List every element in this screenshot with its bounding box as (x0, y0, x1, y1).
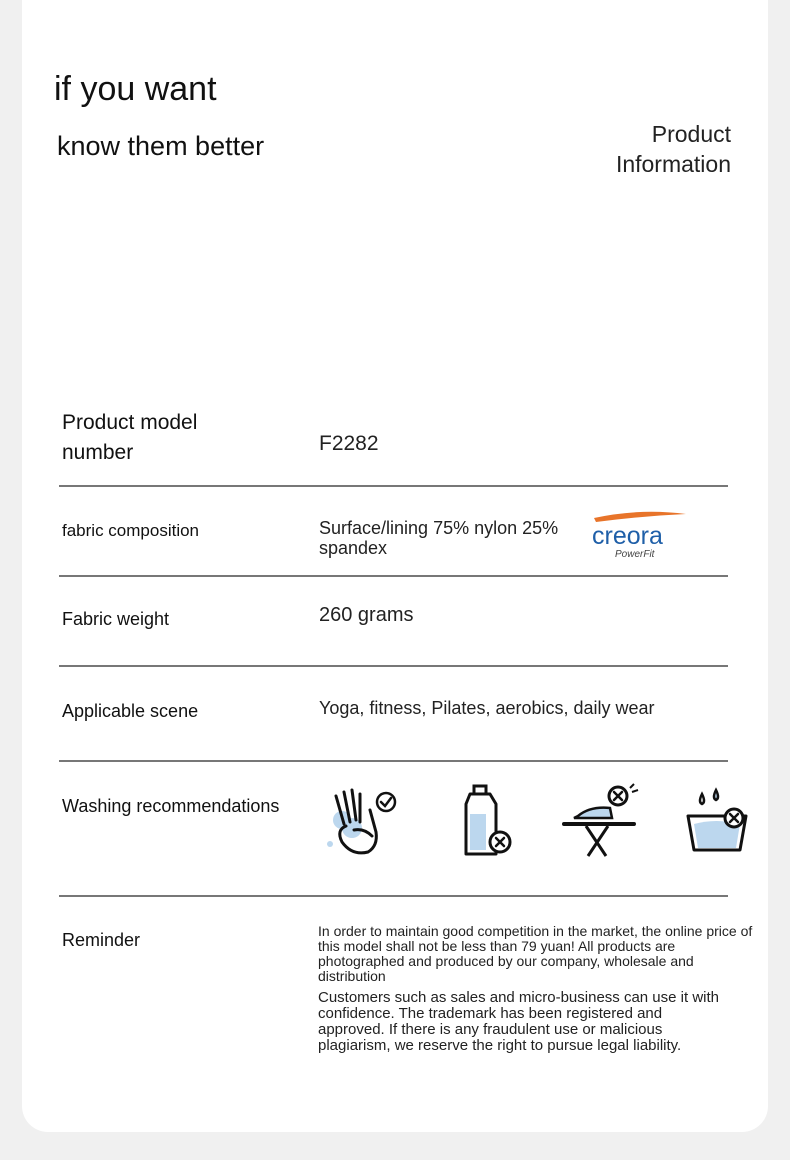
logo-brand: creora (592, 522, 663, 550)
fabric-value: Surface/lining 75% nylon 25% spandex (319, 518, 559, 558)
weight-value: 260 grams (319, 604, 414, 626)
reminder-paragraph-1: In order to maintain good competition in the market, the online price of this model shall not be less than 79 yuan! All products are photographed and produced by our company, wholesale and distribution (318, 923, 753, 984)
model-label: Product model number (62, 411, 198, 464)
section-title: Product Information (615, 121, 731, 177)
logo-sub: PowerFit (615, 549, 655, 560)
reminder-label: Reminder (62, 930, 141, 950)
divider (59, 760, 728, 762)
reminder-paragraph-2: Customers such as sales and micro-business can use it with confidence. The trademark has been registered and approved. If there is any fraudulent use or malicious plagiarism, we reserve the right to pursue legal liability. (318, 989, 720, 1054)
divider (59, 485, 728, 487)
logo-swoosh (594, 512, 686, 522)
no-soak-icon (676, 780, 758, 862)
divider (59, 895, 728, 897)
weight-label: Fabric weight (62, 609, 170, 629)
scene-value: Yoga, fitness, Pilates, aerobics, daily wear (319, 698, 655, 718)
subheadline: know them better (57, 131, 265, 161)
info-card (22, 0, 768, 1132)
model-value: F2282 (319, 432, 379, 455)
headline: if you want (54, 70, 217, 108)
hand-wash-icon (316, 780, 398, 862)
divider (59, 665, 728, 667)
scene-label: Applicable scene (62, 701, 199, 721)
no-bleach-icon (442, 780, 524, 862)
no-iron-icon (560, 780, 642, 862)
creora-logo (590, 508, 690, 560)
fabric-label: fabric composition (62, 521, 200, 540)
divider (59, 575, 728, 577)
washing-label: Washing recommendations (62, 796, 280, 816)
wash-icons (312, 780, 732, 864)
